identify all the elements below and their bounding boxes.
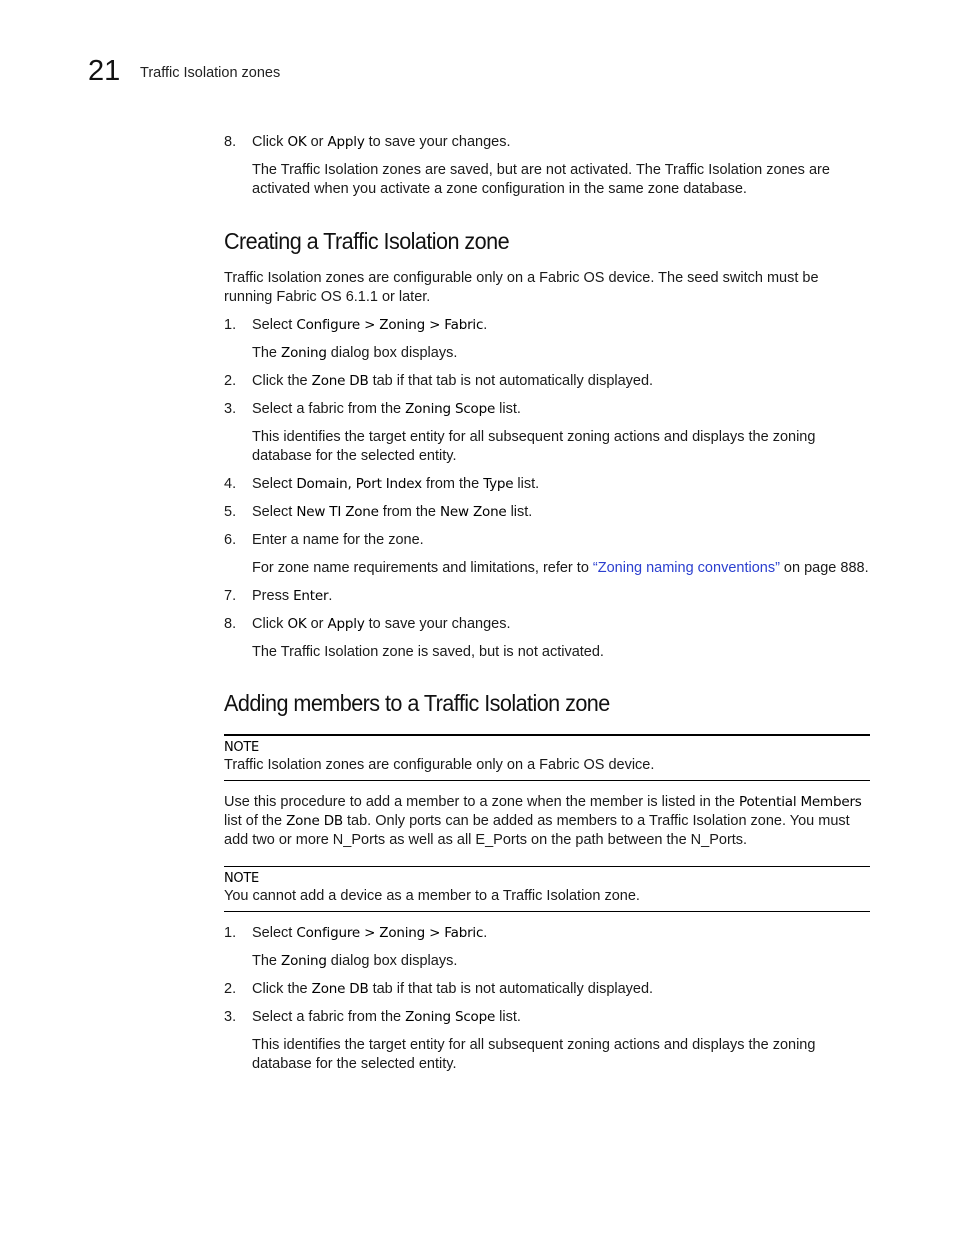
step-text: from the: [421, 476, 484, 492]
step-result: This identifies the target entity for all subsequent zoning actions and displays the zoning database for the selected entity.: [252, 1037, 816, 1072]
section-heading-creating: Creating a Traffic Isolation zone: [224, 228, 510, 254]
step-text: Press: [252, 588, 294, 604]
step-number: 5.: [224, 504, 237, 520]
step-text: list.: [495, 1009, 521, 1025]
step-number: 1.: [224, 317, 237, 333]
step-text: Select a fabric from the: [252, 1009, 406, 1025]
note-label: NOTE: [224, 871, 259, 886]
ui-label: Zoning: [281, 345, 327, 361]
page-content: [224, 133, 870, 1083]
step-number: 4.: [224, 476, 237, 492]
body-text: Use this procedure to add a member to a zone when the member is listed in the: [224, 794, 740, 810]
step-text: Click the: [252, 373, 312, 389]
ui-label: OK: [287, 616, 307, 632]
step-item: [224, 980, 870, 999]
note-text: You cannot add a device as a member to a Traffic Isolation zone.: [224, 888, 640, 904]
step-text: Select: [252, 925, 297, 941]
ui-label: Zoning: [281, 953, 327, 969]
step-text: dialog box displays.: [326, 345, 458, 361]
step-text: .: [483, 317, 488, 333]
step-number: 3.: [224, 401, 237, 417]
section-heading-adding: Adding members to a Traffic Isolation zone: [224, 690, 610, 716]
step-text: Select a fabric from the: [252, 401, 406, 417]
step-item: [224, 924, 870, 943]
step-text: list.: [506, 504, 533, 520]
step-number: 8.: [224, 134, 237, 150]
step-item: [224, 1008, 870, 1027]
step-text: tab if that tab is not automatically displayed.: [368, 981, 654, 997]
chapter-title: Traffic Isolation zones: [140, 65, 281, 81]
step-text: list.: [513, 476, 540, 492]
step-text: to save your changes.: [364, 134, 511, 150]
step-number: 1.: [224, 925, 237, 941]
ui-label: Type: [483, 476, 514, 492]
ui-label: Domain, Port Index: [296, 476, 422, 492]
step-result: [224, 952, 870, 971]
step-text: Enter a name for the zone.: [252, 532, 424, 548]
step-text: The: [252, 953, 282, 969]
note-box: [224, 734, 870, 781]
step-number: 3.: [224, 1009, 237, 1025]
step-text: Select: [252, 504, 297, 520]
chapter-number: 21: [88, 55, 121, 87]
ui-label: OK: [287, 134, 307, 150]
step-item: [224, 316, 870, 335]
step-text: Select: [252, 317, 297, 333]
step-item: [224, 615, 870, 634]
ui-label: New TI Zone: [296, 504, 379, 520]
note-text: Traffic Isolation zones are configurable only on a Fabric OS device.: [224, 757, 655, 773]
step-text: or: [306, 134, 328, 150]
ui-label: Zoning Scope: [405, 401, 496, 417]
step-text: from the: [378, 504, 441, 520]
ui-label: Configure > Zoning > Fabric: [296, 925, 484, 941]
step-text: dialog box displays.: [326, 953, 458, 969]
step-result: The Traffic Isolation zones are saved, but are not activated. The Traffic Isolation zones are activated when you activate a zone configuration in the same zone database.: [252, 162, 830, 197]
step-text: Click the: [252, 981, 312, 997]
step-item: [224, 400, 870, 419]
step-number: 2.: [224, 981, 237, 997]
ui-label: Zone DB: [311, 981, 369, 997]
step-item: [224, 372, 870, 391]
step-text: Select: [252, 476, 297, 492]
step-text: The: [252, 345, 282, 361]
step-text: Click: [252, 134, 288, 150]
ui-label: New Zone: [440, 504, 507, 520]
step-text: list.: [495, 401, 521, 417]
body-text: list of the: [224, 813, 287, 829]
ui-label: Potential Members: [739, 794, 862, 810]
step-text: .: [483, 925, 488, 941]
step-text: Click: [252, 616, 288, 632]
ui-label: Zoning Scope: [405, 1009, 496, 1025]
step-number: 7.: [224, 588, 237, 604]
step-text: to save your changes.: [364, 616, 511, 632]
cross-reference-link[interactable]: “Zoning naming conventions”: [592, 560, 780, 576]
section-intro: Traffic Isolation zones are configurable only on a Fabric OS device. The seed switch must be running Fabric OS 6.1.1 or later.: [224, 270, 819, 305]
step-result: [224, 559, 870, 578]
step-text: .: [328, 588, 333, 604]
ui-label: Enter: [293, 588, 329, 604]
step-text: tab if that tab is not automatically displayed.: [368, 373, 654, 389]
ui-label: Zone DB: [311, 373, 369, 389]
ui-label: Apply: [327, 134, 365, 150]
note-box: [224, 866, 870, 912]
step-result: [224, 344, 870, 363]
ui-label: Zone DB: [286, 813, 343, 829]
step-item: [224, 475, 870, 494]
ui-label: Apply: [327, 616, 365, 632]
step-text: For zone name requirements and limitations, refer to: [252, 560, 593, 576]
step-number: 2.: [224, 373, 237, 389]
step-item: [224, 531, 870, 550]
step-number: 6.: [224, 532, 237, 548]
body-text: tab. Only ports can be added as members to a Traffic Isolation zone. You must add two or more N_Ports as well as all E_Ports on the path between the N_Ports.: [224, 813, 850, 848]
step-text: on page 888.: [779, 560, 869, 576]
step-result: The Traffic Isolation zone is saved, but is not activated.: [252, 644, 604, 660]
note-label: NOTE: [224, 740, 259, 755]
body-paragraph: [224, 793, 870, 850]
step-text: or: [306, 616, 328, 632]
ui-label: Configure > Zoning > Fabric: [296, 317, 484, 333]
step-result: This identifies the target entity for all subsequent zoning actions and displays the zoning database for the selected entity.: [252, 429, 816, 464]
step-item: [224, 587, 870, 606]
step-item: [224, 133, 870, 152]
step-number: 8.: [224, 616, 237, 632]
step-item: [224, 503, 870, 522]
